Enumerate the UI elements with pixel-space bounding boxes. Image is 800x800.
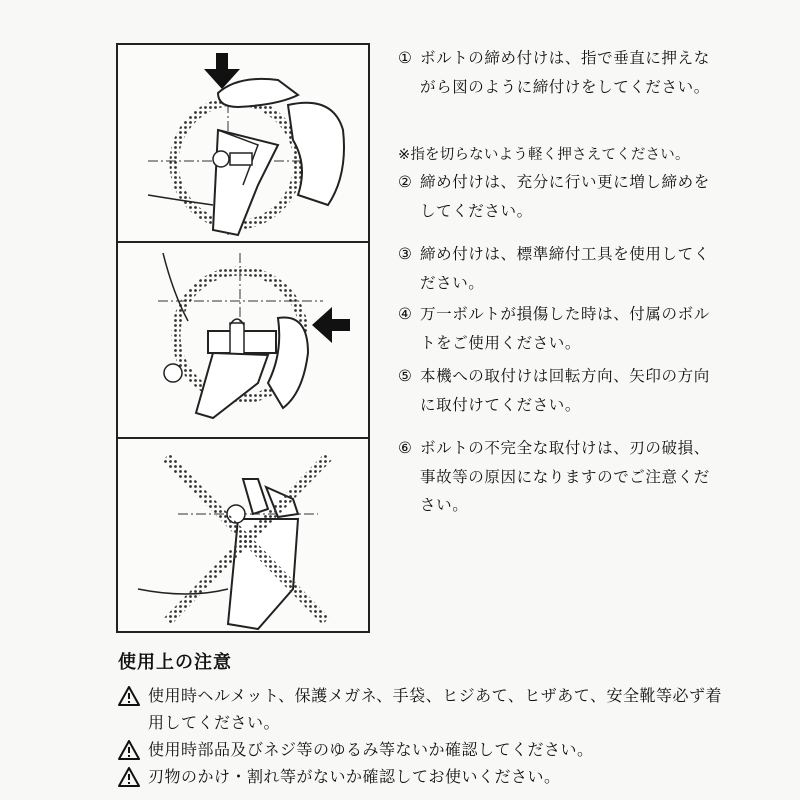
step-text: ボルトの締め付けは、指で垂直に押えながら図のように締付けをしてください。 <box>420 49 710 96</box>
step-text: ボルトの不完全な取付けは、刃の破損、事故等の原因になりますのでご注意ください。 <box>420 439 710 514</box>
step-2 <box>398 168 718 225</box>
usage-cautions <box>118 648 738 790</box>
warning-triangle-icon <box>118 767 140 787</box>
caution-heading: 使用上の注意 <box>118 652 232 673</box>
arrow-icon <box>312 307 350 343</box>
caution-text: 使用時ヘルメット、保護メガネ、手袋、ヒジあて、ヒザあて、安全靴等必ず着用してください。 <box>148 686 722 732</box>
step-text: 万一ボルトが損傷した時は、付属のボルトをご使用ください。 <box>420 305 710 352</box>
step-number: ④ <box>398 305 413 323</box>
finger-safety-note: ※指を切らないよう軽く押さえてください。 <box>398 147 690 163</box>
step-text: 締め付けは、充分に行い更に増し締めをしてください。 <box>420 173 710 220</box>
step-number: ⑥ <box>398 439 413 457</box>
step-number: ③ <box>398 245 413 263</box>
caution-text: 使用時部品及びネジ等のゆるみ等ないか確認してください。 <box>148 740 594 759</box>
figure-3-incorrect-installation <box>116 437 370 633</box>
step-5 <box>398 362 718 419</box>
step-number: ② <box>398 173 413 191</box>
figure-2-tighten-with-tool <box>116 241 370 439</box>
caution-text: 刃物のかけ・割れ等がないか確認してお使いください。 <box>148 767 561 786</box>
step-6 <box>398 434 718 520</box>
step-text: 本機への取付けは回転方向、矢印の方向に取付けてください。 <box>420 367 710 414</box>
step-3 <box>398 240 718 297</box>
warning-triangle-icon <box>118 740 140 760</box>
step-text: 締め付けは、標準締付工具を使用してください。 <box>420 245 710 292</box>
figure-1-press-and-tighten <box>116 43 370 243</box>
step-4 <box>398 300 718 357</box>
illustration-panels <box>116 43 370 633</box>
caution-item <box>118 736 738 763</box>
step-number: ① <box>398 49 413 67</box>
warning-triangle-icon <box>118 686 140 706</box>
step-1 <box>398 44 718 101</box>
caution-item <box>118 682 738 736</box>
step-number: ⑤ <box>398 367 413 385</box>
caution-item <box>118 763 738 790</box>
